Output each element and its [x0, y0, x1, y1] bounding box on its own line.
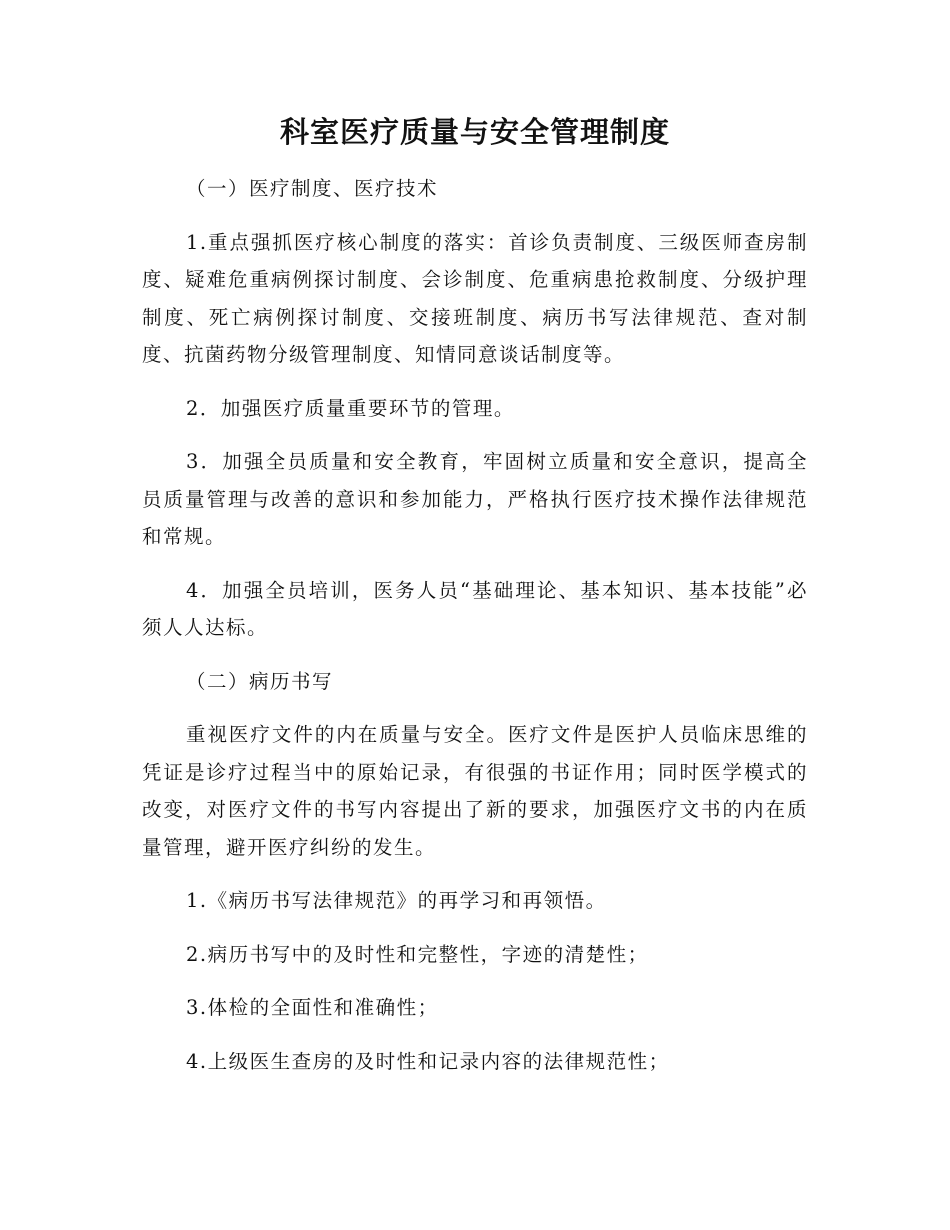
list-item-timeliness: 2.病历书写中的及时性和完整性，字迹的清楚性；: [186, 942, 649, 966]
list-item-ward-rounds: 4.上级医生查房的及时性和记录内容的法律规范性；: [186, 1049, 670, 1073]
section-heading-medical-system: （一）医疗制度、医疗技术: [186, 177, 439, 200]
list-item-examination: 3.体检的全面性和准确性；: [186, 996, 439, 1019]
document-title: 科室医疗质量与安全管理制度: [279, 115, 670, 149]
paragraph-key-links: 2．加强医疗质量重要环节的管理。: [186, 396, 515, 420]
document-body: [142, 170, 808, 1096]
paragraph-core-systems: 1.重点强抓医疗核心制度的落实：首诊负责制度、三级医师查房制度、疑难危重病例探讨制度、会诊制度、危重病患抢救制度、分级护理制度、死亡病例探讨制度、交接班制度、病历书写法律规范、查对制度、抗菌药物分级管理制度、知情同意谈话制度等。: [142, 230, 808, 366]
paragraph-safety-education: 3．加强全员质量和安全教育，牢固树立质量和安全意识，提高全员质量管理与改善的意识和参加能力，严格执行医疗技术操作法律规范和常规。: [142, 450, 808, 548]
paragraph-record-quality: 重视医疗文件的内在质量与安全。医疗文件是医护人员临床思维的凭证是诊疗过程当中的原始记录，有很强的书证作用；同时医学模式的改变，对医疗文件的书写内容提出了新的要求，加强医疗文书的内在质量管理，避开医疗纠纷的发生。: [142, 723, 808, 859]
list-item-record-standards: 1.《病历书写法律规范》的再学习和再领悟。: [186, 889, 607, 912]
paragraph-staff-training: 4．加强全员培训，医务人员“基础理论、基本知识、基本技能”必须人人达标。: [142, 578, 808, 639]
section-heading-medical-records: （二）病历书写: [186, 669, 334, 693]
